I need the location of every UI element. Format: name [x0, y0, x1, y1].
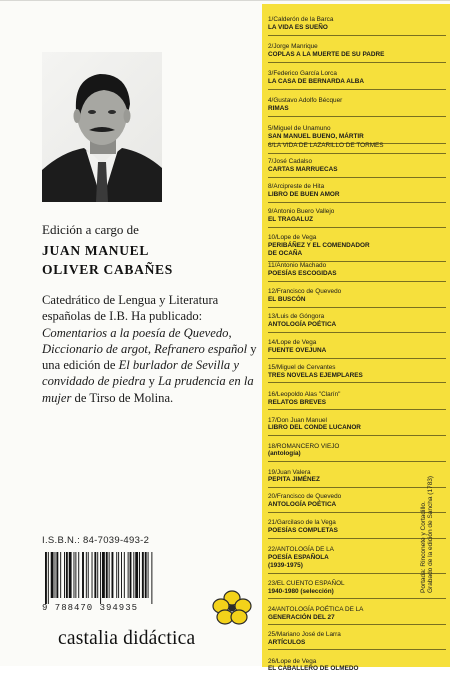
- cover-credit: [420, 443, 434, 593]
- barcode-bar: [102, 552, 105, 598]
- catalog-item-title: ANTOLOGÍA POÉTICA: [268, 501, 337, 509]
- catalog-item-title: CARTAS MARRUECAS: [268, 166, 338, 174]
- catalog-item-title: EL TRAGALUZ: [268, 216, 313, 224]
- catalog-divider: [268, 35, 446, 36]
- catalog-item-title: LA VIDA ES SUEÑO: [268, 24, 328, 32]
- bio-work-title: Refranero español: [154, 341, 248, 356]
- catalog-item-title-cont: DE OCAÑA: [268, 249, 303, 257]
- catalog-item-title: POESÍAS COMPLETAS: [268, 527, 338, 535]
- catalog-item-author: 21/Garcilaso de la Vega: [268, 519, 336, 527]
- bio-work-title: Comentarios a la poesía de Quevedo: [42, 325, 229, 340]
- barcode-bar: [142, 552, 144, 598]
- catalog-item-title: ANTOLOGÍA POÉTICA: [268, 320, 337, 328]
- barcode-bar: [45, 552, 47, 604]
- barcode-bars: [42, 552, 192, 604]
- barcode-bar: [112, 552, 114, 598]
- catalog-item-author: 19/Juan Valera: [268, 468, 311, 476]
- catalog-item: [268, 142, 448, 154]
- catalog-item-author: 3/Federico García Lorca: [268, 70, 337, 78]
- catalog-divider: [268, 177, 446, 178]
- catalog-item-title-cont: (1939-1975): [268, 561, 303, 569]
- catalog-divider: [268, 435, 446, 436]
- catalog-divider: [268, 281, 446, 282]
- catalog-item-author: 26/Lope de Vega: [268, 657, 317, 665]
- catalog-item-title: EL BUSCÓN: [268, 295, 306, 303]
- bio-text: ,: [228, 325, 232, 340]
- editor-intro: Edición a cargo de: [42, 222, 139, 237]
- catalog-item: [268, 339, 448, 359]
- catalog-item: [268, 364, 448, 384]
- barcode-bar: [86, 552, 87, 598]
- barcode-bar: [75, 552, 76, 598]
- catalog-item-author: 10/Lope de Vega: [268, 234, 317, 242]
- editor-name: [42, 241, 257, 279]
- catalog-item: [268, 658, 448, 673]
- catalog-item-author: 13/Luis de Góngora: [268, 313, 325, 320]
- catalog-item: [268, 43, 448, 63]
- bio-work-title: La prudencia en la mujer: [42, 374, 254, 405]
- catalog-item-author: 6/LA VIDA DE LAZARILLO DE TORMES: [268, 142, 384, 150]
- barcode-bar: [97, 552, 98, 598]
- catalog-item-author: 22/ANTOLOGÍA DE LA: [268, 546, 334, 554]
- catalog-item-author: 14/Lope de Vega: [268, 338, 317, 346]
- bio-text: y una edición de: [42, 341, 257, 373]
- barcode-bar: [121, 552, 122, 598]
- barcode-bar: [118, 552, 119, 598]
- catalog-item-author: 15/Miguel de Cervantes: [268, 363, 336, 371]
- catalog-divider: [268, 598, 446, 599]
- catalog-item-author: 23/EL CUENTO ESPAÑOL: [268, 579, 345, 587]
- barcode-bar: [124, 552, 125, 598]
- catalog-divider: [268, 649, 446, 650]
- catalog-divider: [268, 227, 446, 228]
- catalog-item-title: PEPITA JIMÉNEZ: [268, 476, 320, 484]
- catalog-item-title: GENERACIÓN DEL 27: [268, 613, 335, 621]
- author-portrait-photo: [42, 52, 162, 202]
- catalog-item-title: POESÍAS ESCOGIDAS: [268, 269, 337, 277]
- left-column: [0, 1, 262, 667]
- catalog-item: [268, 288, 448, 308]
- catalog-item: [268, 391, 448, 411]
- catalog-item-author: 24/ANTOLOGÍA POÉTICA DE LA: [268, 605, 364, 613]
- cover-credit-line1: Portada: Rinconete y Cortadillo.: [420, 501, 427, 593]
- catalog-item: [268, 234, 448, 261]
- catalog-item: [268, 631, 448, 651]
- barcode: [42, 552, 192, 604]
- catalog-item: [268, 606, 448, 626]
- catalog-divider: [268, 409, 446, 410]
- catalog-item: [268, 97, 448, 117]
- catalog-item-author: 20/Francisco de Quevedo: [268, 493, 342, 501]
- catalog-item: [268, 70, 448, 90]
- barcode-bar: [60, 552, 61, 598]
- catalog-item-author: 5/Miguel de Unamuno: [268, 124, 331, 132]
- catalog-item-author: 1/Calderón de la Barca: [268, 16, 334, 24]
- catalog-item-title: (antología): [268, 450, 301, 458]
- catalog-item-author: 16/Leopoldo Alas "Clarín": [268, 390, 341, 398]
- barcode-bar: [66, 552, 68, 598]
- barcode-bar: [51, 552, 54, 598]
- barcode-bar: [94, 552, 96, 598]
- catalog-item-author: 8/Arcipreste de Hita: [268, 183, 325, 191]
- barcode-bar: [92, 552, 93, 598]
- catalog-item: [268, 417, 448, 437]
- catalog-item-author: 17/Don Juan Manuel: [268, 416, 327, 424]
- catalog-item-title: SAN MANUEL BUENO, MÁRTIR: [268, 132, 364, 140]
- catalog-item-author: 2/Jorge Manrique: [268, 43, 318, 51]
- bio-work-title: Diccionario de argot: [42, 341, 148, 356]
- barcode-bar: [55, 552, 56, 598]
- catalog-item-title: LIBRO DE BUEN AMOR: [268, 191, 340, 199]
- catalog-divider: [268, 153, 446, 154]
- bio-text: Catedrático de Lengua y Literatura españolas de I.B. Ha publicado:: [42, 293, 219, 324]
- barcode-bar: [69, 552, 72, 598]
- bio-text: de Tirso de Molina.: [71, 390, 174, 405]
- castalia-flower-logo: [212, 589, 252, 625]
- catalog-divider: [268, 202, 446, 203]
- catalog-item-title: EL CABALLERO DE OLMEDO: [268, 665, 359, 673]
- catalog-divider: [268, 116, 446, 117]
- barcode-bar: [64, 552, 65, 598]
- barcode-bar: [135, 552, 138, 598]
- bio-text: ,: [147, 341, 155, 356]
- editor-name-line2: OLIVER CABAÑES: [42, 262, 173, 277]
- barcode-bar: [88, 552, 89, 598]
- isbn-number: I.S.B.N.: 84-7039-493-2: [42, 535, 150, 546]
- catalog-item-author: 7/José Cadalso: [268, 158, 313, 166]
- catalog-item-title: LA CASA DE BERNARDA ALBA: [268, 77, 364, 85]
- catalog-divider: [268, 624, 446, 625]
- catalog-item-title: 1940-1980 (selección): [268, 587, 334, 595]
- bio-work-title: El burlador de Sevilla y convidado de piedra: [42, 358, 239, 389]
- barcode-bar: [116, 552, 117, 598]
- portrait-illustration: [42, 52, 162, 202]
- catalog-item-title: ARTÍCULOS: [268, 638, 306, 646]
- catalog-item-title: PERIBÁÑEZ Y EL COMENDADOR: [268, 242, 370, 250]
- catalog-item-author: 18/ROMANCERO VIEJO: [268, 442, 340, 450]
- barcode-bar: [128, 552, 129, 598]
- barcode-digits: 9 788470 394935: [42, 603, 139, 613]
- editor-name-line1: JUAN MANUEL: [42, 243, 150, 258]
- barcode-bar: [133, 552, 134, 598]
- catalog-divider: [268, 89, 446, 90]
- barcode-bar: [151, 552, 152, 604]
- catalog-item: [268, 183, 448, 203]
- barcode-bar: [82, 552, 84, 598]
- barcode-bar: [148, 552, 149, 598]
- catalog-item-title: POESÍA ESPAÑOLA: [268, 554, 329, 562]
- barcode-bar: [145, 552, 147, 598]
- barcode-bar: [56, 552, 58, 598]
- catalog-item-title: LIBRO DEL CONDE LUCANOR: [268, 424, 361, 432]
- catalog-item-title: TRES NOVELAS EJEMPLARES: [268, 371, 363, 379]
- catalog-item-title: COPLAS A LA MUERTE DE SU PADRE: [268, 51, 385, 59]
- catalog-item-title: RELATOS BREVES: [268, 398, 326, 406]
- catalog-item-author: 9/Antonio Buero Vallejo: [268, 208, 335, 216]
- editor-biography: [42, 292, 260, 406]
- flower-icon: [212, 589, 252, 625]
- barcode-bar: [78, 552, 79, 598]
- catalog-item-author: 4/Gustavo Adolfo Bécquer: [268, 97, 343, 104]
- barcode-bar: [109, 552, 110, 598]
- catalog-item-author: 25/Mariano José de Larra: [268, 630, 341, 638]
- barcode-bar: [48, 552, 49, 604]
- catalog-divider: [268, 358, 446, 359]
- catalog-divider: [268, 382, 446, 383]
- catalog-item-author: 12/Francisco de Quevedo: [268, 288, 342, 296]
- cover-credit-line2: Grabado de la edición de Sancha (1783): [427, 475, 434, 593]
- catalog-item-title: RIMAS: [268, 104, 289, 112]
- catalog-item-title: FUENTE OVEJUNA: [268, 346, 327, 354]
- catalog-item: [268, 208, 448, 228]
- catalog-divider: [268, 307, 446, 308]
- catalog-divider: [268, 332, 446, 333]
- catalog-divider: [268, 62, 446, 63]
- catalog-item: [268, 262, 448, 282]
- catalog-item: [268, 313, 448, 333]
- barcode-bar: [100, 552, 101, 604]
- barcode-bar: [106, 552, 108, 598]
- barcode-bar: [74, 552, 75, 598]
- barcode-bar: [130, 552, 132, 598]
- publisher-logotype: castalia didáctica: [58, 628, 196, 649]
- catalog-item: [268, 158, 448, 178]
- catalog-item: [268, 16, 448, 36]
- barcode-bar: [139, 552, 140, 598]
- bio-text: y: [145, 374, 159, 389]
- catalog-item-author: 11/Antonio Machado: [268, 262, 327, 270]
